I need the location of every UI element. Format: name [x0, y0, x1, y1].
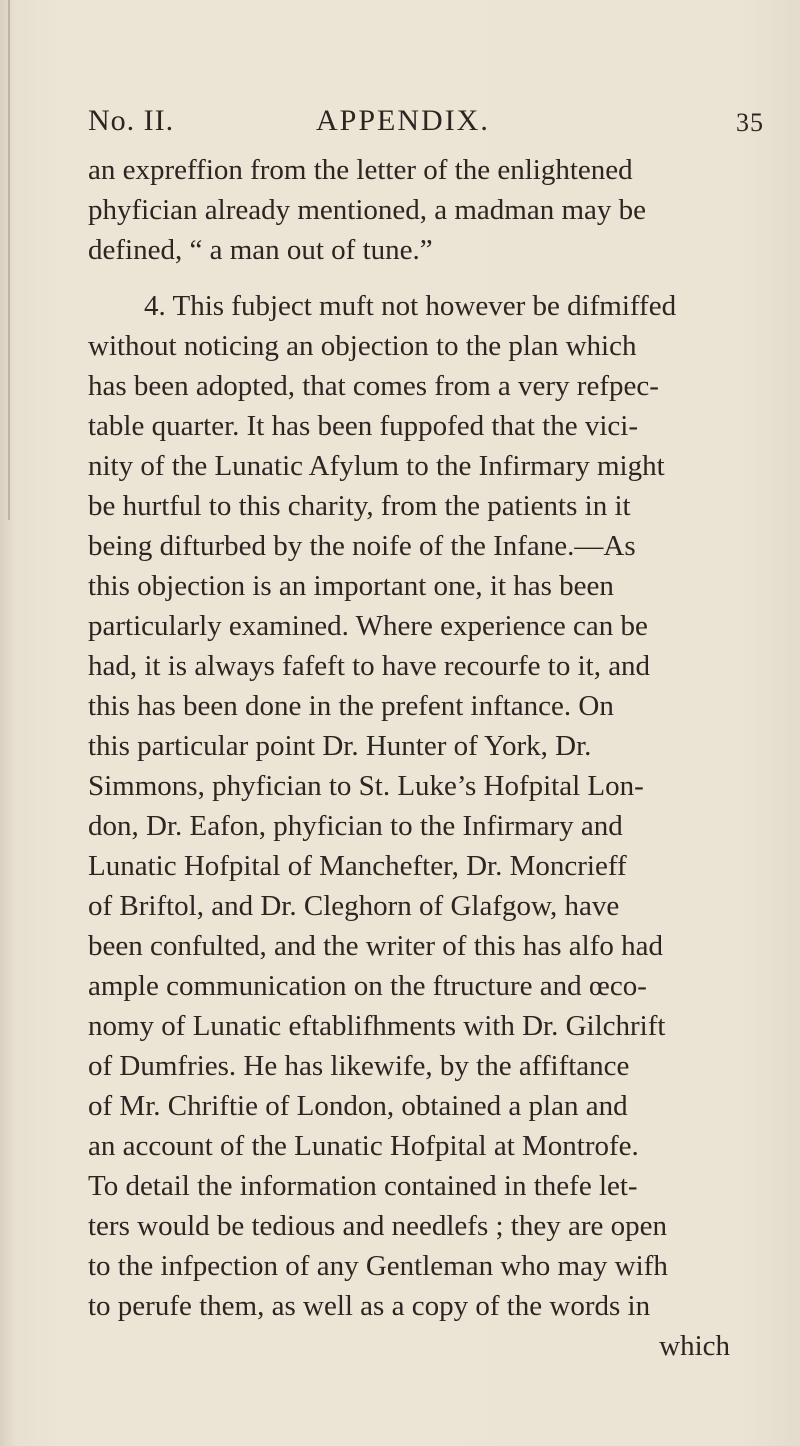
catchword: which: [659, 1330, 730, 1362]
text-line: an account of the Lunatic Hofpital at Montrofe.: [88, 1130, 639, 1162]
running-title: APPENDIX.: [316, 104, 490, 137]
text-line: Lunatic Hofpital of Manchefter, Dr. Moncrieff: [88, 850, 627, 882]
text-line: Simmons, phyfician to St. Luke’s Hofpital Lon-: [88, 770, 644, 802]
page-gutter-edge: [8, 0, 10, 520]
paragraph-1: [88, 150, 778, 270]
text-line: phyfician already mentioned, a madman may be: [88, 194, 647, 226]
text-line: ters would be tedious and needlefs ; they are open: [88, 1210, 668, 1242]
text-line: this objection is an important one, it has been: [88, 570, 614, 602]
text-line: to perufe them, as well as a copy of the words in: [88, 1290, 651, 1322]
text-line: had, it is always fafeft to have recourfe to it, and: [88, 650, 651, 682]
text-line: to the infpection of any Gentleman who may wifh: [88, 1250, 668, 1282]
body-text: [88, 150, 778, 1366]
text-line: ample communication on the ftructure and œco-: [88, 970, 647, 1002]
text-line: defined, “ a man out of tune.”: [88, 234, 433, 266]
paragraph-2: [88, 286, 778, 1326]
text-line: without noticing an objection to the plan which: [88, 330, 637, 362]
text-line: table quarter. It has been fuppofed that the vici-: [88, 410, 638, 442]
text-line: this particular point Dr. Hunter of York, Dr.: [88, 730, 592, 762]
text-line: To detail the information contained in thefe let-: [88, 1170, 638, 1202]
text-line: been confulted, and the writer of this has alfo had: [88, 930, 663, 962]
text-line: nomy of Lunatic eftablifhments with Dr. Gilchrift: [88, 1010, 666, 1042]
text-line: has been adopted, that comes from a very refpec-: [88, 370, 659, 402]
text-line: an expreffion from the letter of the enlightened: [88, 154, 633, 186]
text-line: of Briftol, and Dr. Cleghorn of Glafgow, have: [88, 890, 620, 922]
text-line: be hurtful to this charity, from the patients in it: [88, 490, 631, 522]
text-line: this has been done in the prefent inftance. On: [88, 690, 614, 722]
text-line: particularly examined. Where experience can be: [88, 610, 648, 642]
text-line: 4. This fubject muft not however be difmiffed: [144, 290, 677, 322]
text-line: don, Dr. Eafon, phyfician to the Infirmary and: [88, 810, 623, 842]
text-line: of Dumfries. He has likewife, by the affiftance: [88, 1050, 630, 1082]
running-header: [88, 104, 768, 144]
text-line: being difturbed by the noife of the Infane.—As: [88, 530, 636, 562]
text-line: of Mr. Chriftie of London, obtained a plan and: [88, 1090, 628, 1122]
section-number: No. II.: [88, 104, 175, 137]
page-number: 35: [736, 108, 764, 137]
text-line: nity of the Lunatic Afylum to the Infirmary might: [88, 450, 665, 482]
